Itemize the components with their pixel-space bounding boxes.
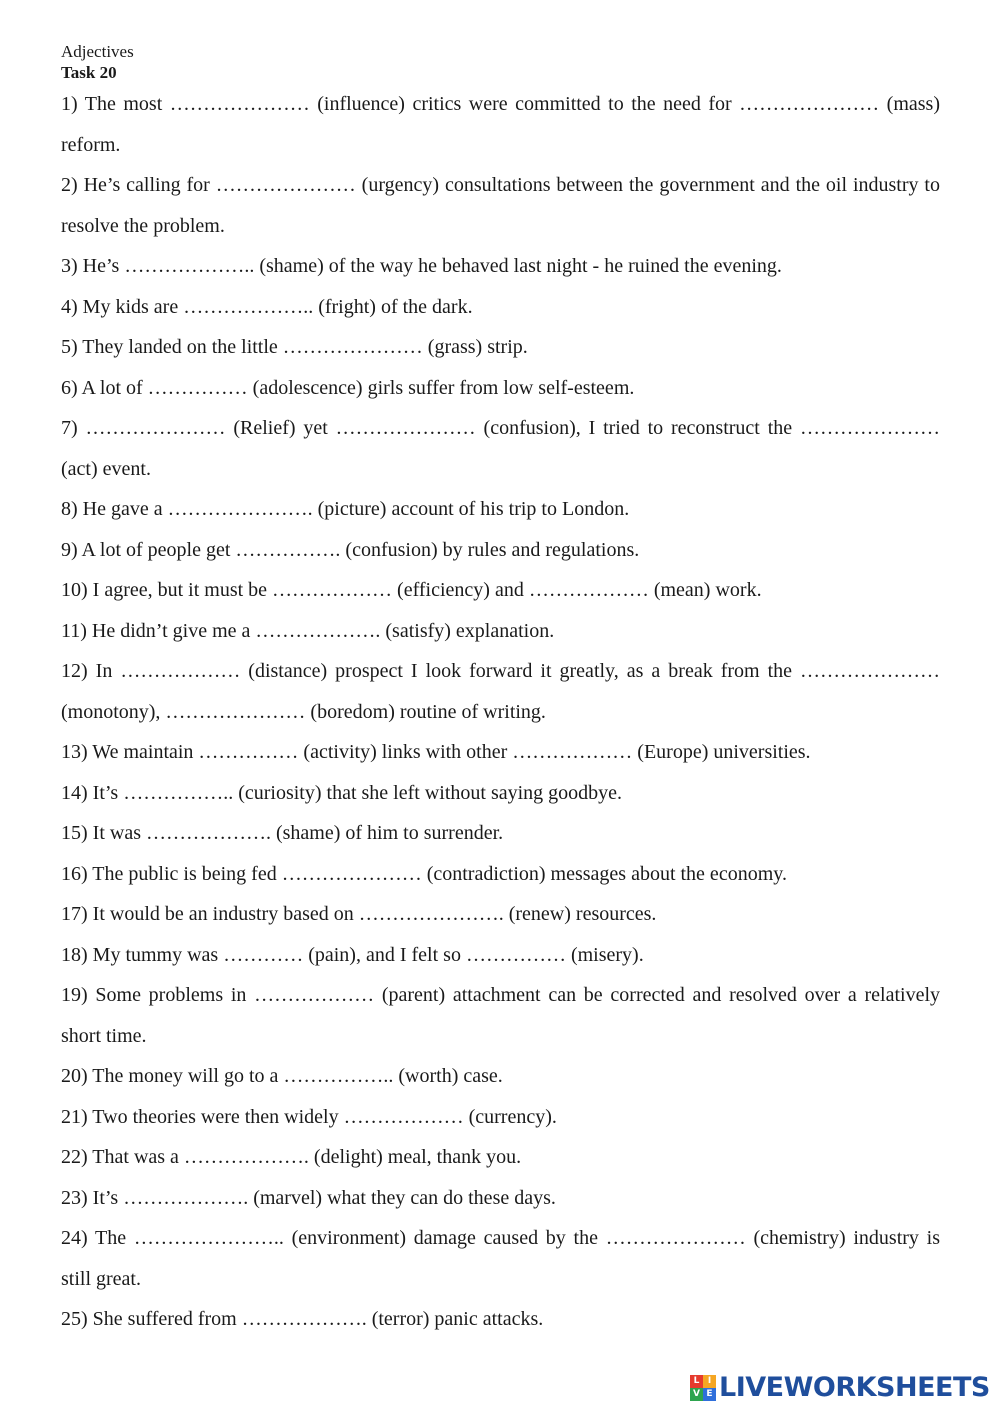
worksheet-topic: Adjectives (61, 42, 134, 61)
logo-letter-e: E (703, 1388, 716, 1401)
logo-letter-v: V (690, 1388, 703, 1401)
exercise-item-18: 18) My tummy was ………… (pain), and I felt so …………… (misery). (61, 943, 644, 966)
logo-letter-i: I (703, 1375, 716, 1388)
exercise-item-13: 13) We maintain …………… (activity) links with other ……………… (Europe) universities. (61, 741, 811, 763)
liveworksheets-logo (690, 1372, 990, 1403)
exercise-item-9: 9) A lot of people get ……………. (confusion) by rules and regulations. (61, 538, 640, 561)
logo-letter-l: L (690, 1375, 703, 1388)
exercise-item-14: 14) It’s …………….. (curiosity) that she left without saying goodbye. (61, 781, 623, 804)
exercise-item-5: 5) They landed on the little ………………… (grass) strip. (61, 336, 528, 358)
exercise-item-16: 16) The public is being fed ………………… (contradiction) messages about the economy. (61, 862, 787, 885)
exercise-item-24: 24) The ………………….. (environment) damage caused by the ………………… (chemistry) industry is still great. (61, 1227, 940, 1290)
exercise-item-1: 1) The most ………………… (influence) critics were committed to the need for ………………… (mass) reform. (61, 93, 940, 156)
exercise-item-25: 25) She suffered from ………………. (terror) panic attacks. (61, 1308, 544, 1330)
exercise-item-15: 15) It was ………………. (shame) of him to surrender. (61, 822, 504, 844)
exercise-item-10: 10) I agree, but it must be ……………… (efficiency) and ……………… (mean) work. (61, 579, 762, 601)
exercise-item-23: 23) It’s ………………. (marvel) what they can do these days. (61, 1186, 556, 1209)
exercise-item-20: 20) The money will go to a …………….. (worth) case. (61, 1065, 503, 1087)
exercise-list (61, 84, 940, 1340)
exercise-item-3: 3) He’s ……………….. (shame) of the way he behaved last night - he ruined the evening. (61, 255, 782, 277)
exercise-item-19: 19) Some problems in ……………… (parent) attachment can be corrected and resolved over a relatively short time. (61, 984, 940, 1047)
liveworksheets-logo-icon (690, 1375, 716, 1401)
exercise-item-12: 12) In ……………… (distance) prospect I look forward it greatly, as a break from the ………………… (monotony), ………………… (boredom) routine of writing. (61, 660, 940, 723)
exercise-item-7: 7) ………………… (Relief) yet ………………… (confusion), I tried to reconstruct the ………………… (act) event. (61, 417, 940, 480)
liveworksheets-brand-text: LIVEWORKSHEETS (719, 1372, 990, 1403)
task-title: Task 20 (61, 63, 117, 82)
exercise-item-21: 21) Two theories were then widely ……………… (currency). (61, 1105, 557, 1128)
exercise-item-2: 2) He’s calling for ………………… (urgency) consultations between the government and the oil industry to resolve the problem. (61, 174, 940, 237)
exercise-item-8: 8) He gave a …………………. (picture) account of his trip to London. (61, 498, 630, 520)
exercise-item-4: 4) My kids are ……………….. (fright) of the dark. (61, 295, 473, 318)
exercise-item-6: 6) A lot of …………… (adolescence) girls suffer from low self-esteem. (61, 376, 635, 399)
worksheet-page (61, 42, 940, 1340)
exercise-item-11: 11) He didn’t give me a ………………. (satisfy) explanation. (61, 619, 555, 642)
exercise-item-17: 17) It would be an industry based on …………………. (renew) resources. (61, 903, 657, 925)
exercise-item-22: 22) That was a ………………. (delight) meal, thank you. (61, 1146, 522, 1168)
